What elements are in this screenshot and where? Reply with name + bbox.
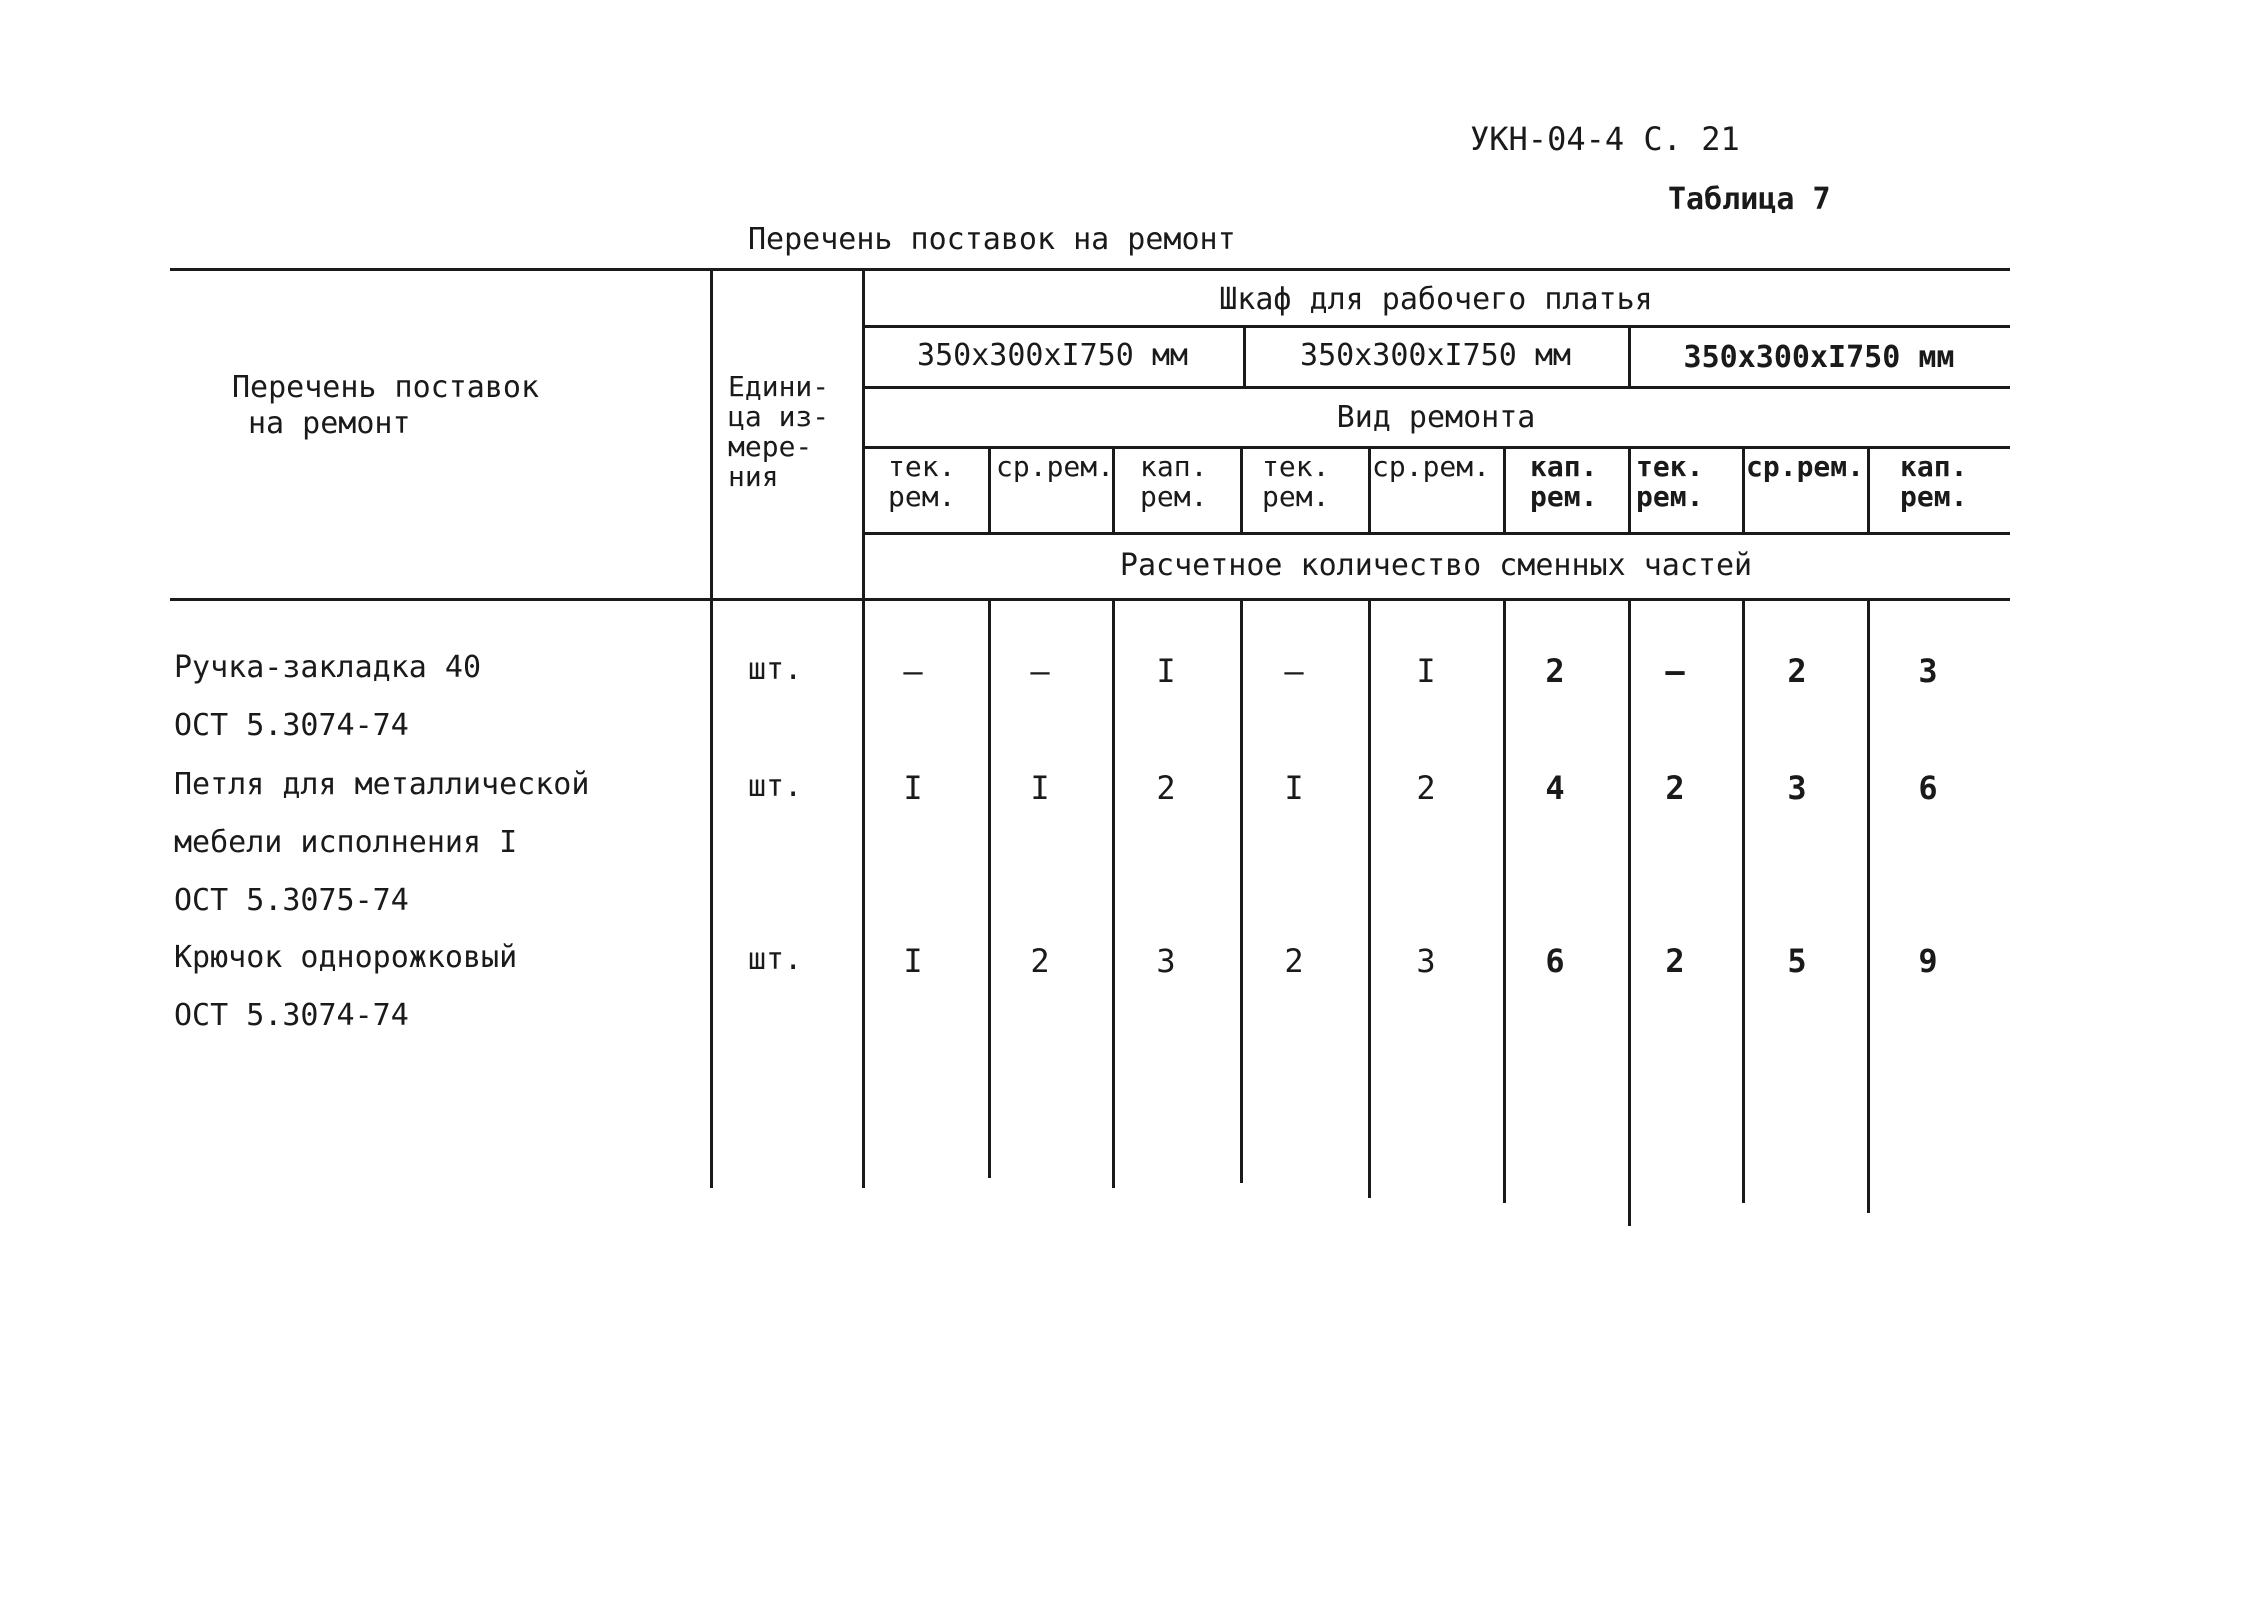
quantity-cell: 2 <box>1030 942 1050 980</box>
repair-type-capital: кап. рем. <box>1530 450 1598 513</box>
quantity-cell: 5 <box>1787 942 1807 980</box>
quantity-cell: 3 <box>1416 942 1436 980</box>
quantity-cell: 3 <box>1156 942 1176 980</box>
repair-divider <box>1240 446 1243 532</box>
repair-divider <box>1867 446 1870 532</box>
size-header-2: 350x300xI750 мм <box>1300 338 1571 373</box>
table-number: Таблица 7 <box>1668 182 1831 217</box>
item-name-line: мебели исполнения I <box>174 825 518 860</box>
repair-type-header: Вид ремонта <box>1336 400 1536 435</box>
size-rule <box>862 386 2010 389</box>
table-title: Перечень поставок на ремонт <box>748 222 1236 257</box>
quantity-cell: 2 <box>1416 769 1436 807</box>
item-name-line: Петля для металлической <box>174 767 590 802</box>
quantity-cell: I <box>903 769 923 807</box>
quantity-cell: I <box>1416 652 1436 690</box>
size-header-1: 350x300xI750 мм <box>917 338 1188 373</box>
quantity-header: Расчетное количество сменных частей <box>1119 548 1753 583</box>
item-name-line: ОСТ 5.3074-74 <box>174 708 409 743</box>
repair-type-medium: ср.рем. <box>1372 450 1491 483</box>
quantity-cell: 2 <box>1787 652 1807 690</box>
repair-type-medium: ср.рем. <box>1746 450 1865 483</box>
item-name-line: Крючок однорожковый <box>174 940 518 975</box>
repair-type-medium: ср.рем. <box>996 450 1115 483</box>
size-header-3: 350x300xI750 мм <box>1683 340 1955 375</box>
quantity-cell: 3 <box>1918 652 1938 690</box>
quantity-cell: 3 <box>1787 769 1807 807</box>
quantity-cell: I <box>1284 769 1304 807</box>
repair-header-rule <box>862 446 2010 449</box>
data-col-rule <box>1628 598 1631 1226</box>
quantity-cell: 2 <box>1284 942 1304 980</box>
repair-divider <box>1628 446 1631 532</box>
quantity-cell: 2 <box>1665 942 1685 980</box>
repair-divider <box>1742 446 1745 532</box>
unit-column-header: Едини- ца из- мере- ния <box>728 370 830 493</box>
quantity-cell: 2 <box>1545 652 1565 690</box>
repair-divider <box>1368 446 1371 532</box>
data-col-rule <box>1112 598 1115 1188</box>
data-col-rule <box>1240 598 1243 1183</box>
item-name-line: ОСТ 5.3074-74 <box>174 998 409 1033</box>
item-name-line: Ручка-закладка 40 <box>174 650 482 685</box>
quantity-cell: I <box>903 942 923 980</box>
quantity-cell: 4 <box>1545 769 1565 807</box>
quantity-cell: 6 <box>1545 942 1565 980</box>
repair-type-current: тек. рем. <box>888 450 956 513</box>
item-column-header: Перечень поставок на ремонт <box>232 370 540 441</box>
repair-divider <box>1503 446 1506 532</box>
repair-type-capital: кап. рем. <box>1140 450 1208 513</box>
quantity-cell: – <box>903 652 923 690</box>
quantity-cell: – <box>1284 652 1304 690</box>
repair-type-capital: кап. рем. <box>1900 450 1968 513</box>
quantity-cell: I <box>1156 652 1176 690</box>
quantity-cell: 2 <box>1156 769 1176 807</box>
data-col-rule <box>1867 598 1870 1213</box>
cabinet-header: Шкаф для рабочего платья <box>1219 282 1653 317</box>
cabinet-rule <box>862 325 2010 328</box>
data-col-rule <box>1368 598 1371 1198</box>
table-top-rule <box>170 268 2010 271</box>
quantity-cell: – <box>1665 652 1685 690</box>
quantity-cell: I <box>1030 769 1050 807</box>
document-code: УКН-04-4 С. 21 <box>1470 120 1740 158</box>
header-bottom-rule <box>170 598 2010 601</box>
data-col-rule <box>988 598 991 1178</box>
quantity-cell: 9 <box>1918 942 1938 980</box>
unit-cell: шт. <box>748 652 803 687</box>
unit-col-left-rule <box>710 268 713 1188</box>
repair-divider <box>988 446 991 532</box>
repair-type-current: тек. рем. <box>1262 450 1330 513</box>
quantity-cell: 2 <box>1665 769 1685 807</box>
repair-types-rule <box>862 532 2010 535</box>
quantity-cell: – <box>1030 652 1050 690</box>
unit-cell: шт. <box>748 769 803 804</box>
data-col-rule <box>1742 598 1745 1203</box>
item-name-line: ОСТ 5.3075-74 <box>174 883 409 918</box>
quantity-cell: 6 <box>1918 769 1938 807</box>
unit-cell: шт. <box>748 942 803 977</box>
repair-type-current: тек. рем. <box>1636 450 1704 513</box>
data-col-rule <box>1503 598 1506 1203</box>
